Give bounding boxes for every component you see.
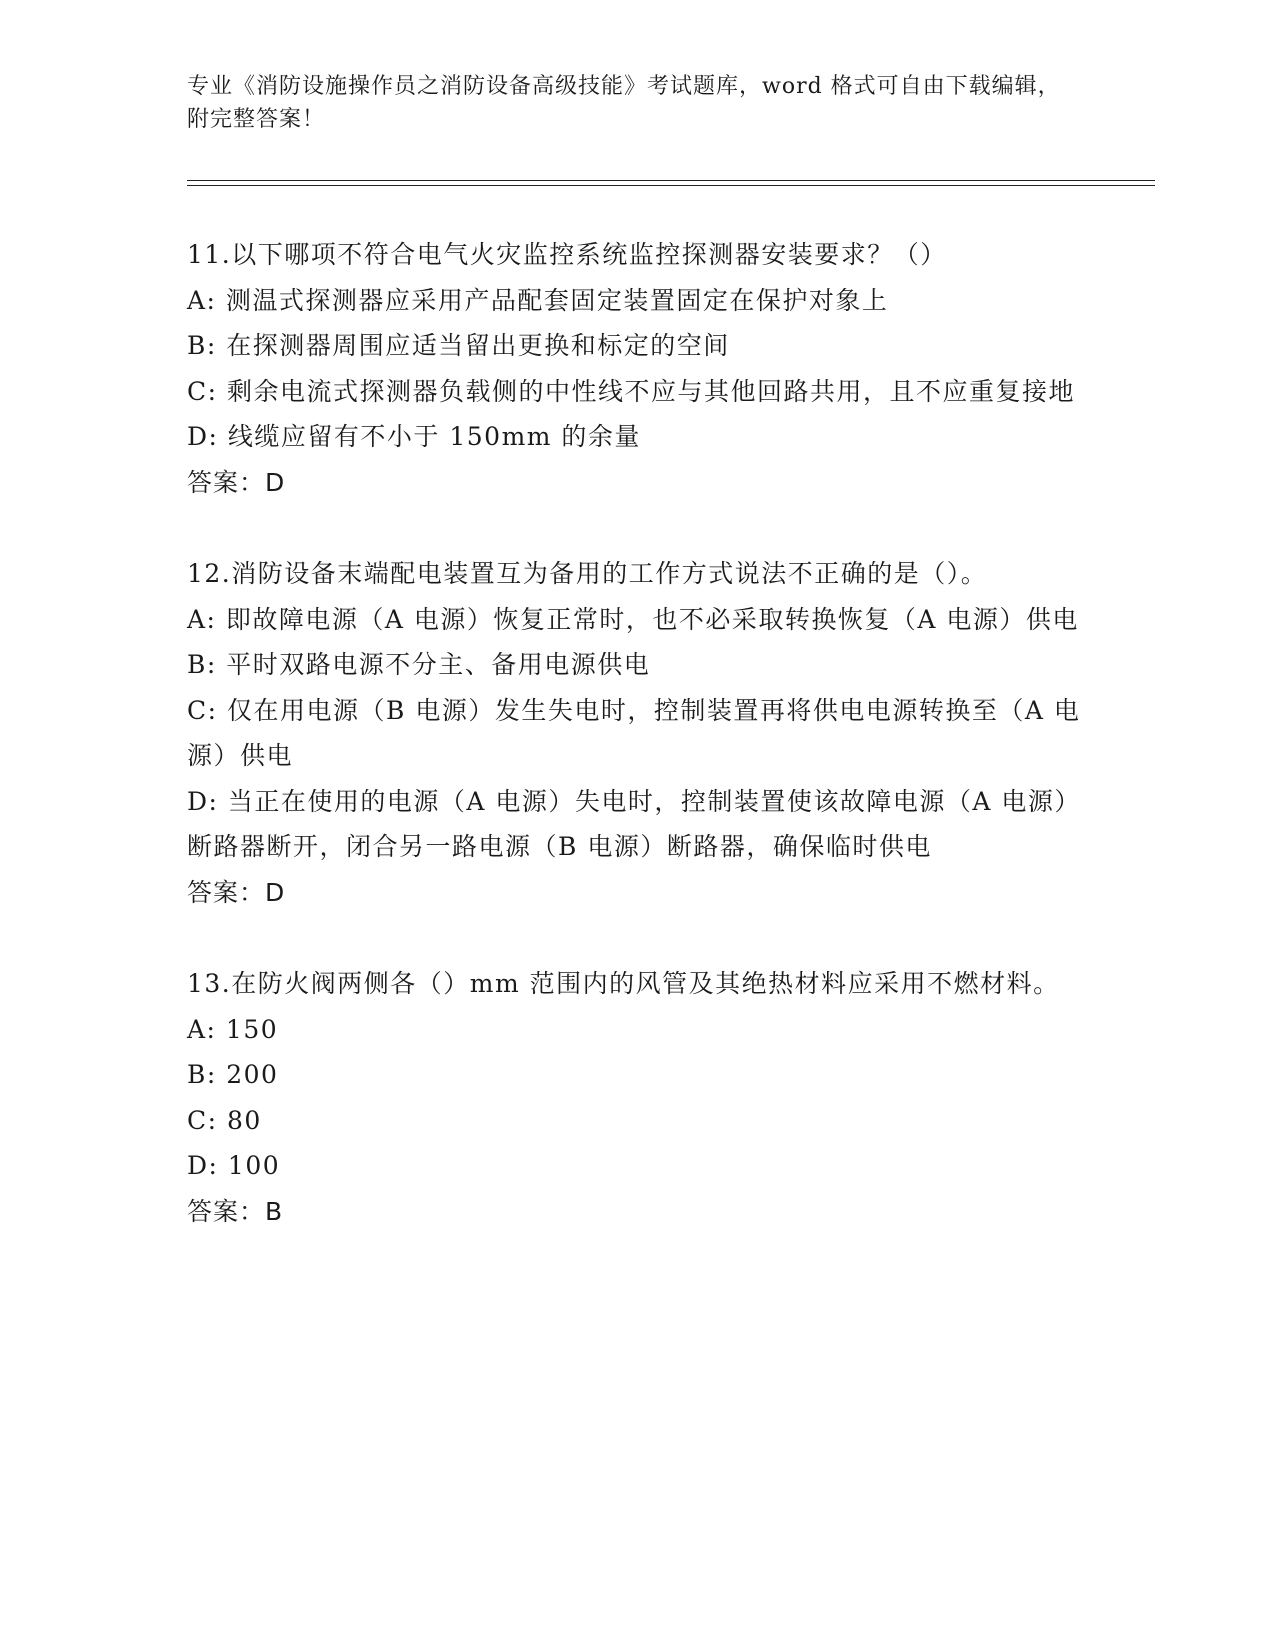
- option-b: B: 在探测器周围应适当留出更换和标定的空间: [187, 331, 730, 360]
- option-c: C: 80: [187, 1105, 262, 1135]
- option-d: D: 100: [187, 1151, 281, 1180]
- answer: 答案：B: [187, 1196, 284, 1226]
- option-c: C: 仅在用电源（B 电源）发生失电时，控制装置再将供电电源转换至（A 电源）供电: [187, 695, 1081, 770]
- option-a: A: 150: [187, 1014, 279, 1044]
- header-divider-top: [187, 180, 1155, 181]
- question-stem: 11.以下哪项不符合电气火灾监控系统监控探测器安装要求？（）: [187, 240, 947, 269]
- option-d: D: 当正在使用的电源（A 电源）失电时，控制装置使该故障电源（A 电源）断路器断开，闭合另一路电源（B 电源）断路器，确保临时供电: [187, 786, 1081, 861]
- question-12: [187, 551, 1087, 915]
- question-list: [187, 232, 1087, 1280]
- answer: 答案：D: [187, 467, 286, 497]
- question-stem: 13.在防火阀两侧各（）mm 范围内的风管及其绝热材料应采用不燃材料。: [187, 969, 1060, 998]
- option-a: A: 测温式探测器应采用产品配套固定装置固定在保护对象上: [187, 285, 889, 315]
- question-stem: 12.消防设备末端配电装置互为备用的工作方式说法不正确的是（）。: [187, 559, 988, 588]
- question-11: [187, 232, 1087, 505]
- option-b: B: 200: [187, 1060, 279, 1089]
- option-d: D: 线缆应留有不小于 150mm 的余量: [187, 422, 641, 451]
- option-c: C: 剩余电流式探测器负载侧的中性线不应与其他回路共用，且不应重复接地: [187, 376, 1076, 406]
- document-header: 专业《消防设施操作员之消防设备高级技能》考试题库，word 格式可自由下载编辑，附完整答案！: [187, 74, 1061, 132]
- option-a: A: 即故障电源（A 电源）恢复正常时，也不必采取转换恢复（A 电源）供电: [187, 604, 1079, 634]
- answer: 答案：D: [187, 877, 286, 907]
- option-b: B: 平时双路电源不分主、备用电源供电: [187, 650, 651, 679]
- header-divider-bottom: [187, 185, 1155, 186]
- question-13: [187, 961, 1087, 1234]
